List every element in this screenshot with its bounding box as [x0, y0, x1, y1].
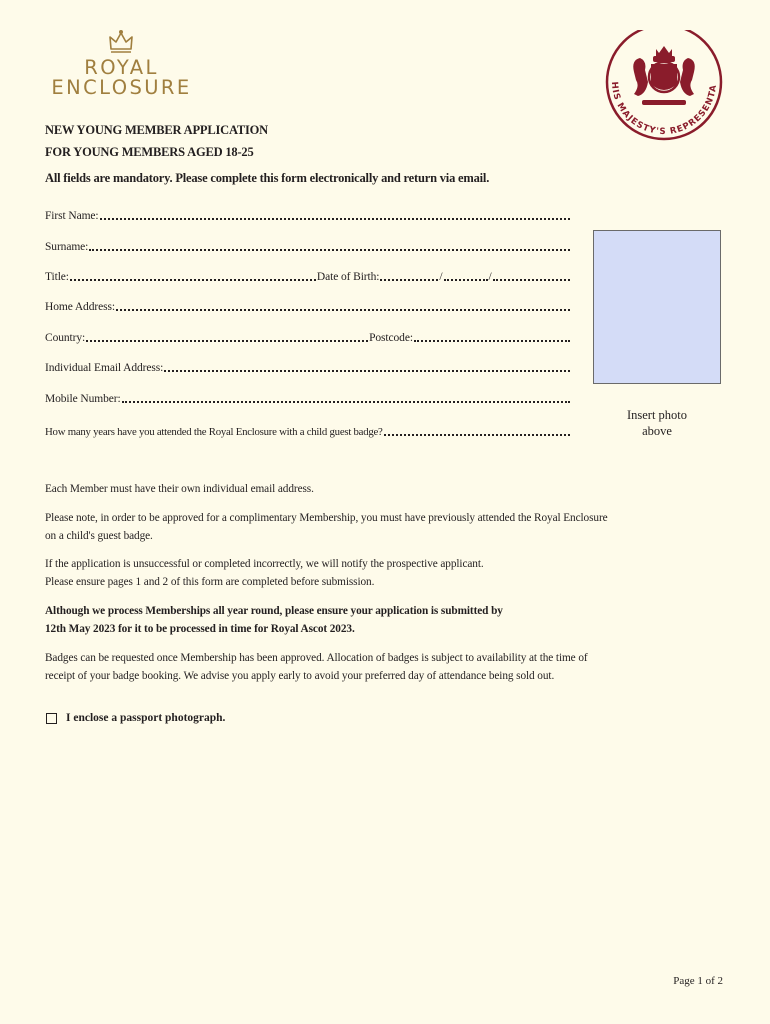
surname-field[interactable] [89, 238, 570, 251]
first-name-label: First Name: [45, 210, 99, 222]
first-name-row [45, 206, 571, 222]
badges-note [45, 650, 725, 685]
approval-text-line1: Please note, in order to be approved for a complimentary Membership, you must have previously attended the Royal Enclosure [45, 512, 608, 524]
dob-year-field[interactable] [493, 268, 570, 281]
representative-seal [598, 30, 726, 146]
email-row [45, 358, 571, 374]
approval-note [45, 510, 725, 545]
country-field[interactable] [86, 329, 368, 342]
years-attended-field[interactable] [384, 423, 570, 436]
mobile-row [45, 389, 571, 405]
dob-separator-1: / [439, 271, 443, 283]
photo-caption-line2: above [642, 424, 672, 438]
deadline-text-line2: 12th May 2023 for it to be processed in time for Royal Ascot 2023. [45, 622, 355, 635]
surname-label: Surname: [45, 241, 89, 253]
country-postcode-row [45, 328, 571, 344]
deadline-note [45, 603, 725, 638]
form-subtitle: FOR YOUNG MEMBERS AGED 18-25 [45, 145, 254, 159]
badges-text-line1: Badges can be requested once Membership has been approved. Allocation of badges is subject to availability at the time of [45, 652, 588, 664]
surname-row [45, 237, 571, 253]
dob-separator-2: / [488, 271, 492, 283]
unsuccessful-text-line1: If the application is unsuccessful or completed incorrectly, we will notify the prospective applicant. [45, 558, 484, 570]
country-label: Country: [45, 332, 86, 344]
individual-email-note [45, 481, 725, 499]
badges-text-line2: receipt of your badge booking. We advise you apply early to avoid your preferred day of attendance being sold out. [45, 669, 555, 682]
individual-email-text: Each Member must have their own individual email address. [45, 483, 314, 495]
dob-month-field[interactable] [444, 268, 488, 281]
logo-text-enclosure: ENCLOSURE [51, 76, 192, 99]
page-number: Page 1 of 2 [673, 975, 723, 987]
passport-photo-checkbox[interactable] [46, 713, 57, 724]
postcode-label: Postcode: [369, 332, 413, 344]
mandatory-notice: All fields are mandatory. Please complete this form electronically and return via email. [45, 171, 490, 185]
unsuccessful-note [45, 556, 725, 591]
home-address-field[interactable] [116, 298, 570, 311]
home-address-label: Home Address: [45, 301, 115, 313]
passport-photo-checkbox-row [46, 712, 225, 724]
dob-day-field[interactable] [380, 268, 438, 281]
crown-icon [108, 30, 134, 54]
seal-text: HIS MAJESTY'S REPRESENTA [608, 81, 719, 138]
unsuccessful-text-line2: Please ensure pages 1 and 2 of this form are completed before submission. [45, 575, 375, 588]
title-dob-row [45, 267, 571, 283]
photo-upload-box[interactable] [593, 230, 721, 384]
photo-caption-line1: Insert photo [626, 408, 688, 422]
dob-label: Date of Birth: [316, 271, 380, 283]
postcode-field[interactable] [414, 329, 570, 342]
email-label: Individual Email Address: [45, 362, 164, 374]
mobile-field[interactable] [122, 390, 570, 403]
home-address-row [45, 297, 571, 313]
photo-caption [593, 407, 721, 439]
passport-photo-label: I enclose a passport photograph. [66, 712, 226, 724]
title-field[interactable] [70, 268, 316, 281]
approval-text-line2: on a child's guest badge. [45, 529, 153, 542]
title-label: Title: [45, 271, 69, 283]
email-field[interactable] [164, 359, 570, 372]
first-name-field[interactable] [100, 207, 570, 220]
royal-enclosure-logo [44, 30, 199, 100]
years-attended-label: How many years have you attended the Royal Enclosure with a child guest badge? [45, 426, 383, 438]
form-title: NEW YOUNG MEMBER APPLICATION [45, 123, 269, 137]
coat-of-arms-icon [633, 46, 695, 105]
years-attended-row [45, 422, 571, 438]
logo-text-royal: ROYAL [84, 56, 159, 79]
deadline-text-line1: Although we process Memberships all year round, please ensure your application is submitted by [45, 605, 503, 617]
mobile-label: Mobile Number: [45, 393, 121, 405]
